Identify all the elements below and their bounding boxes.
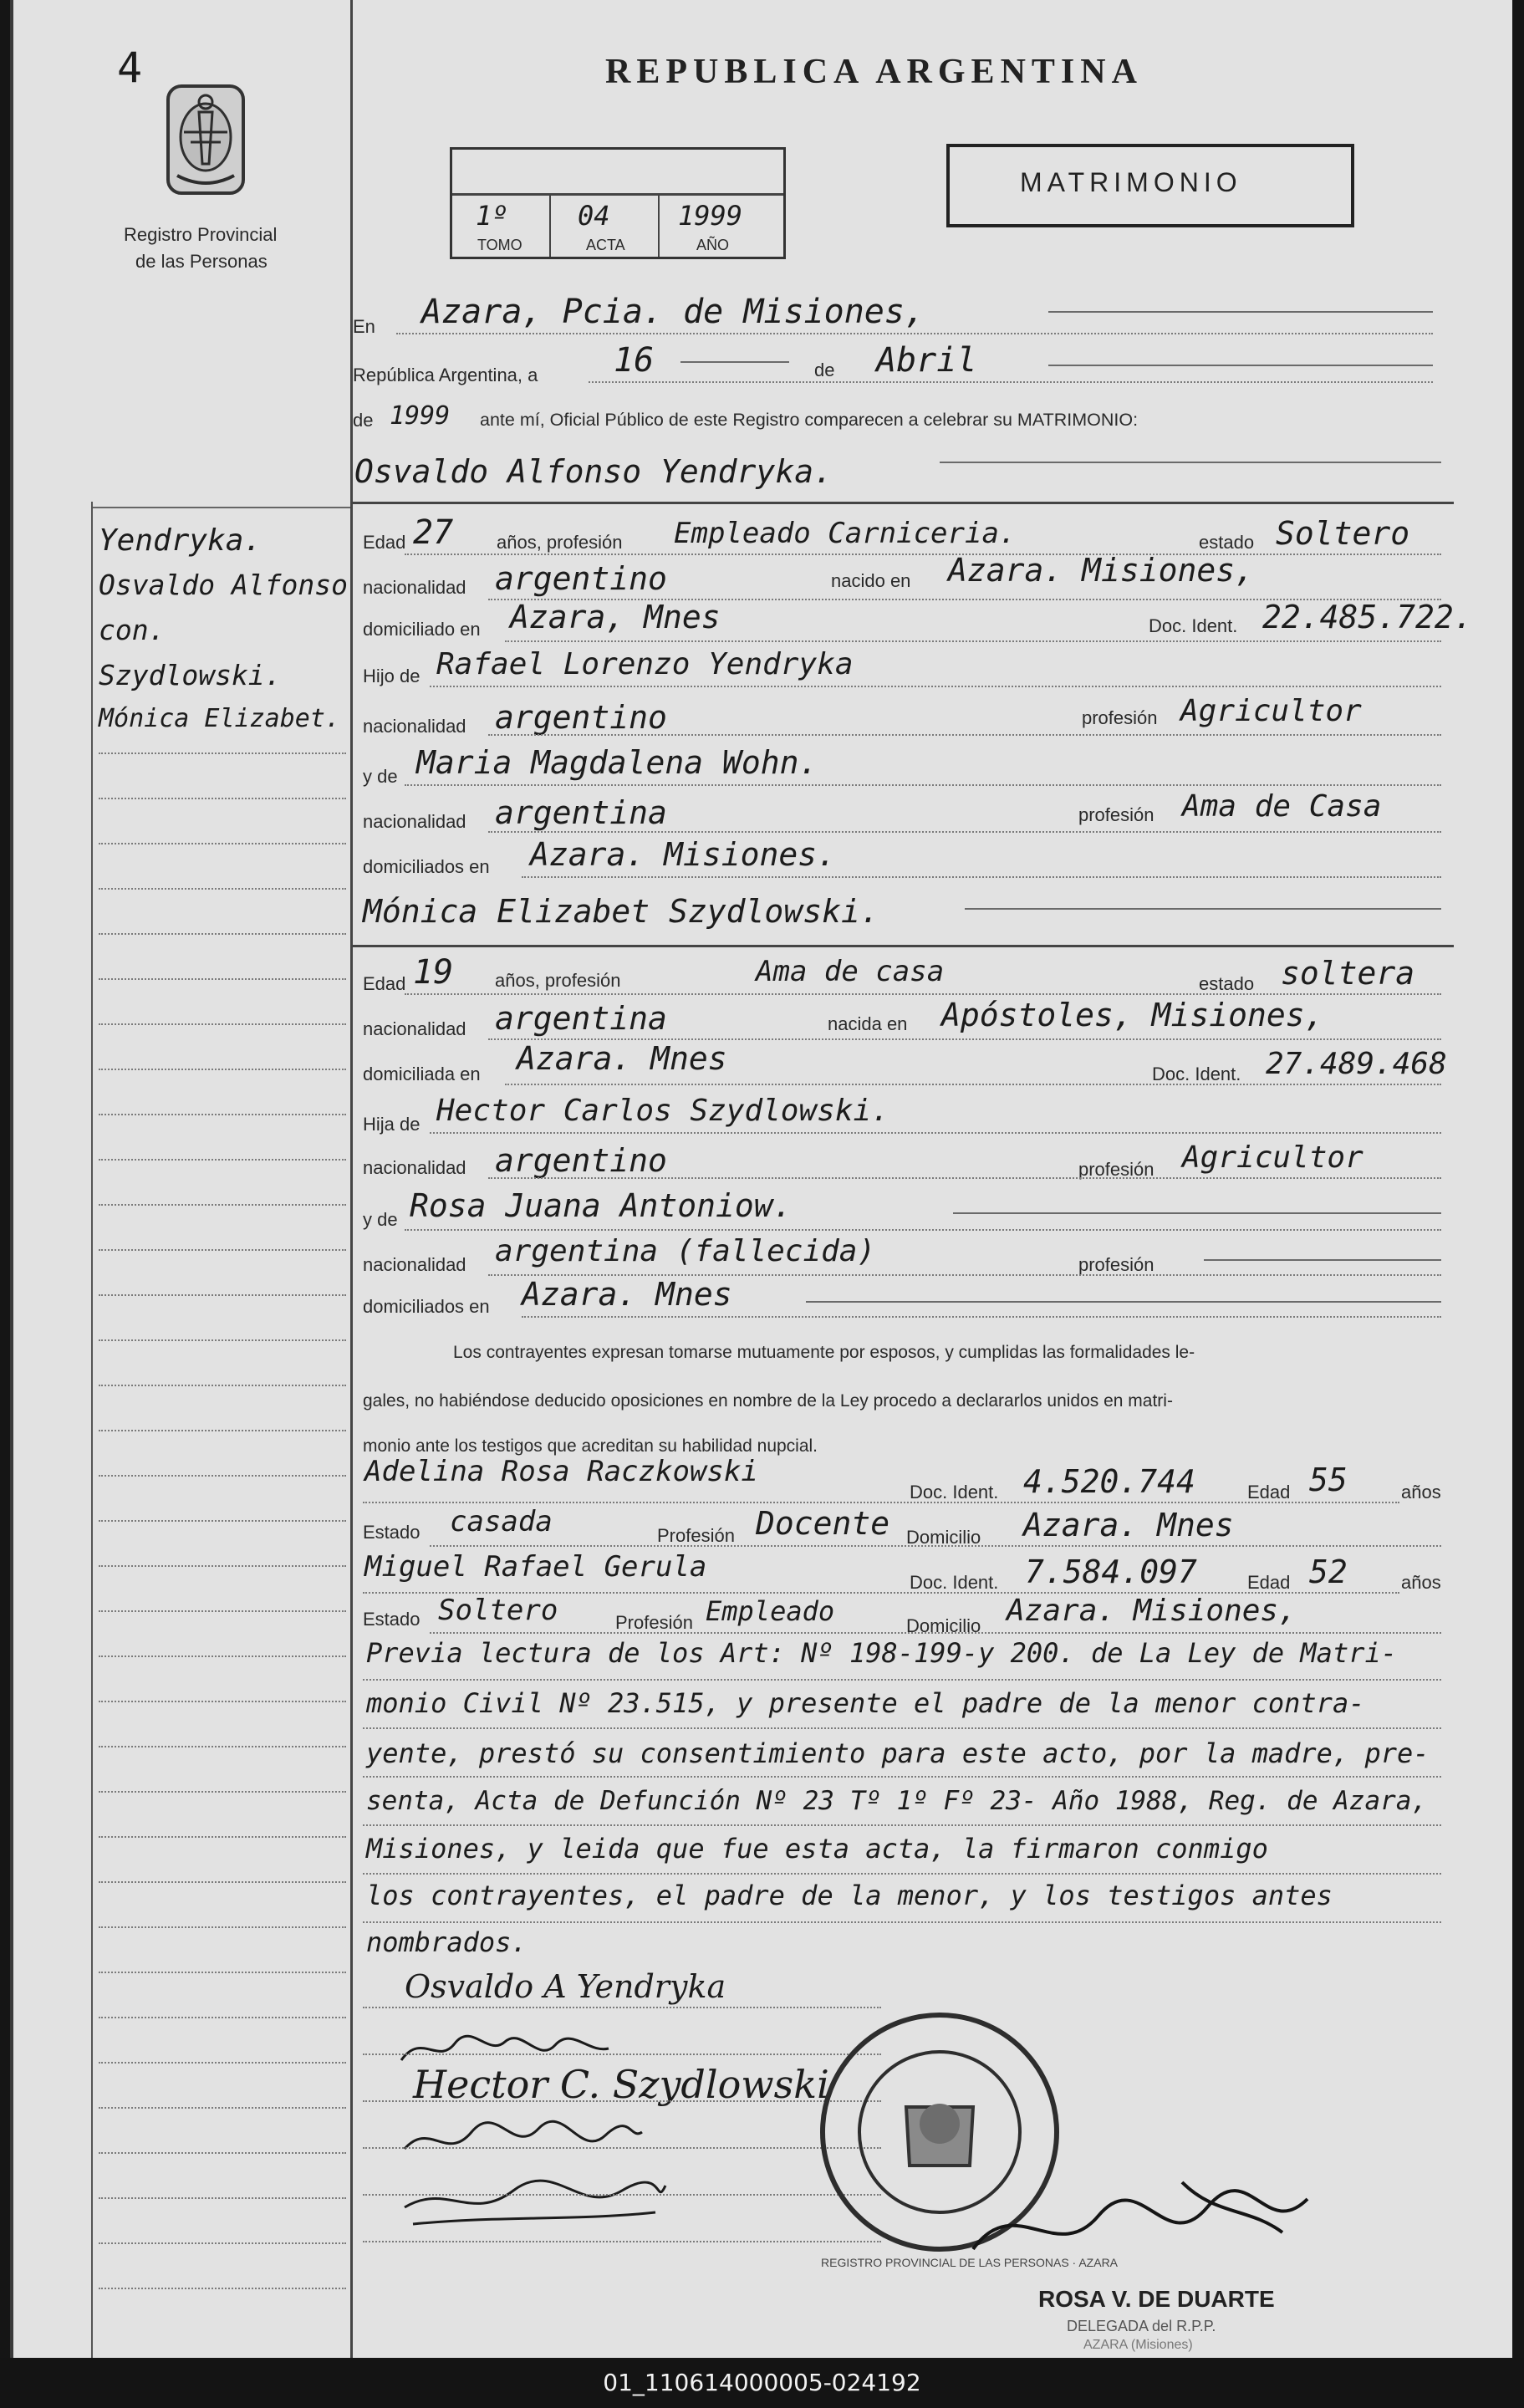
groom-birthplace: Azara. Misiones, (948, 552, 1255, 589)
ruled-line (363, 2100, 881, 2102)
label-doc: Doc. Ident. (910, 1572, 999, 1593)
declaration-line-1: Los contrayentes expresan tomarse mutuamente por esposos, y cumplidas las formalidades le- (453, 1343, 1195, 1362)
tomo-label: TOMO (477, 237, 522, 253)
note-line-7: nombrados. (366, 1926, 528, 1958)
label-profesion: profesión (1078, 1254, 1154, 1275)
bride-father: Hector Carlos Szydlowski. (436, 1094, 889, 1128)
label-nacionalidad: nacionalidad (363, 716, 466, 737)
section-rule (350, 945, 1454, 947)
label-doc: Doc. Ident. (1152, 1064, 1241, 1084)
label-de-year: de (353, 410, 374, 431)
label-republica: República Argentina, a (353, 365, 538, 385)
ruled-line (99, 1972, 346, 1973)
dotted-line (522, 1316, 1441, 1318)
official-title: DELEGADA del R.P.P. (1067, 2318, 1216, 2334)
ruled-line (99, 1475, 346, 1477)
groom-parents-domicile: Azara. Misiones. (530, 836, 837, 873)
bride-domicile: Azara. Mnes (517, 1040, 727, 1077)
label-estado: estado (1199, 532, 1255, 553)
record-number-box (450, 147, 786, 259)
bride-father-profession: Agricultor (1182, 1140, 1363, 1175)
label-hijo-de: Hijo de (363, 666, 421, 686)
groom-nationality: argentino (495, 560, 667, 597)
ruled-line (99, 1294, 346, 1296)
signature-father: Hector C. Szydlowski (413, 2062, 829, 2107)
witness1-age: 55 (1309, 1462, 1348, 1498)
acta-value: 04 (578, 200, 610, 232)
rule (1204, 1259, 1441, 1261)
bride-birthplace: Apóstoles, Misiones, (941, 997, 1324, 1033)
label-de-month: de (814, 360, 835, 380)
bride-mother: Rosa Juana Antoniow. (410, 1187, 793, 1224)
ruled-line (99, 2197, 346, 2199)
document-type: MATRIMONIO (1020, 167, 1242, 197)
rule (940, 462, 1441, 463)
rule (1048, 311, 1433, 313)
dotted-line (505, 1084, 1441, 1085)
ruled-line (99, 1204, 346, 1206)
ruled-line (99, 1791, 346, 1793)
ruled-line (363, 2007, 881, 2008)
witness2-name: Miguel Rafael Gerula (364, 1550, 707, 1584)
groom-mother-nationality: argentina (495, 794, 667, 831)
note-line-3: yente, prestó su consentimiento para este acto, por la madre, pre- (366, 1737, 1430, 1769)
groom-domicile: Azara, Mnes (510, 599, 721, 635)
groom-father: Rafael Lorenzo Yendryka (436, 647, 854, 681)
groom-doc: 22.485.722. (1262, 599, 1473, 635)
ruled-line (99, 1520, 346, 1522)
bride-profession: Ama de casa (756, 955, 945, 988)
dotted-line (430, 1545, 1441, 1547)
ruled-line (363, 2053, 881, 2055)
margin-note-3: con. (99, 614, 166, 646)
label-estado-cap: Estado (363, 1522, 421, 1543)
rule (953, 1212, 1441, 1214)
header-title: REPUBLICA ARGENTINA (605, 53, 1143, 91)
margin-note-5: Mónica Elizabet. (99, 704, 340, 733)
witness2-doc: 7.584.097 (1025, 1553, 1197, 1590)
ruled-line (99, 1610, 346, 1612)
bride-nationality: argentina (495, 1000, 667, 1037)
ruled-line (99, 1836, 346, 1838)
stamp-text: REGISTRO PROVINCIAL DE LAS PERSONAS · AZARA (821, 2256, 1119, 2269)
signature-groom: Osvaldo A Yendryka (405, 1968, 726, 2005)
label-nacido-en: nacido en (831, 570, 911, 591)
declaration-line-3: monio ante los testigos que acreditan su habilidad nupcial. (363, 1436, 818, 1456)
label-doc: Doc. Ident. (910, 1482, 999, 1502)
witness1-profession: Docente (756, 1505, 890, 1542)
ano-value: 1999 (678, 200, 743, 232)
registry-line-1: Registro Provincial (124, 224, 278, 245)
rule (680, 361, 789, 363)
note-line-4: senta, Acta de Defunción Nº 23 Tº 1º Fº 23- Año 1988, Reg. de Azara, (366, 1786, 1428, 1816)
ruled-line (99, 1926, 346, 1928)
left-border (10, 0, 13, 2358)
ruled-line (99, 1069, 346, 1070)
bride-father-nationality: argentino (495, 1142, 667, 1179)
ruled-line (99, 1430, 346, 1431)
note-line-2: monio Civil Nº 23.515, y presente el padre de la menor contra- (366, 1687, 1365, 1719)
ruled-line (363, 2241, 881, 2242)
rule (965, 908, 1441, 910)
dotted-line (405, 1229, 1441, 1231)
dotted-line (405, 784, 1441, 786)
label-profesion: profesión (1078, 1159, 1154, 1180)
ruled-line (99, 798, 346, 799)
label-domiciliados-en: domiciliados en (363, 856, 490, 877)
ruled-line (363, 1776, 1441, 1778)
dotted-line (589, 381, 1433, 383)
groom-status: Soltero (1276, 515, 1410, 552)
witness2-status: Soltero (438, 1594, 558, 1627)
dotted-line (430, 1632, 1441, 1634)
label-anos: años (1401, 1572, 1441, 1593)
bride-name: Mónica Elizabet Szydlowski. (363, 893, 879, 930)
label-anos-profesion: años, profesión (497, 532, 623, 553)
label-en: En (353, 316, 375, 337)
bride-parents-domicile: Azara. Mnes (522, 1276, 732, 1313)
bride-age: 19 (413, 953, 454, 992)
label-anos: años (1401, 1482, 1441, 1502)
label-edad: Edad (363, 973, 406, 994)
label-nacionalidad: nacionalidad (363, 1157, 466, 1178)
label-nacionalidad: nacionalidad (363, 1254, 466, 1275)
bride-doc: 27.489.468 (1266, 1047, 1447, 1081)
dotted-line (488, 734, 1441, 736)
groom-mother-profession: Ama de Casa (1182, 789, 1382, 824)
dotted-line (430, 1132, 1441, 1134)
dotted-line (363, 1502, 1399, 1503)
label-profesion-cap: Profesión (657, 1525, 735, 1546)
ruled-line (99, 2152, 346, 2154)
margin-note-1: Yendryka. (99, 523, 262, 558)
note-line-1: Previa lectura de los Art: Nº 198-199-y 200. de La Ley de Matri- (366, 1637, 1397, 1669)
groom-name: Osvaldo Alfonso Yendryka. (354, 453, 833, 490)
ruled-line (99, 2107, 346, 2109)
signature-official (965, 2174, 1316, 2274)
ruled-line (99, 1881, 346, 1883)
label-hija-de: Hija de (363, 1114, 421, 1135)
ruled-line (99, 1023, 346, 1025)
dotted-line (396, 333, 1433, 334)
ruled-line (99, 888, 346, 890)
label-y-de: y de (363, 766, 398, 787)
ruled-line (363, 1679, 1441, 1681)
label-edad: Edad (1247, 1572, 1291, 1593)
label-domiciliados-en: domiciliados en (363, 1296, 490, 1317)
margin-note-4: Szydlowski. (99, 659, 282, 691)
year-value: 1999 (390, 401, 451, 431)
register-sheet (12, 0, 1512, 2358)
appearance-text: ante mí, Oficial Público de este Registro comparecen a celebrar su MATRIMONIO: (480, 410, 1139, 430)
witness1-domicile: Azara. Mnes (1023, 1507, 1234, 1543)
ruled-line (99, 1249, 346, 1251)
label-domiciliada-en: domiciliada en (363, 1064, 481, 1084)
label-nacida-en: nacida en (828, 1013, 908, 1034)
ruled-line (99, 1565, 346, 1567)
ruled-line (99, 1656, 346, 1657)
label-estado-cap: Estado (363, 1609, 421, 1630)
ruled-line (99, 1339, 346, 1341)
label-edad: Edad (363, 532, 406, 553)
note-line-6: los contrayentes, el padre de la menor, y los testigos antes (366, 1880, 1333, 1911)
ruled-line (99, 933, 346, 935)
column-divider-main (350, 0, 353, 2358)
ruled-line (99, 1746, 346, 1747)
column-divider-margin (91, 502, 93, 2358)
witness1-name: Adelina Rosa Raczkowski (364, 1455, 758, 1488)
label-profesion: profesión (1082, 707, 1158, 728)
ruled-line (99, 978, 346, 980)
coat-of-arms-seal (166, 84, 246, 197)
ruled-line (99, 1114, 346, 1115)
label-edad: Edad (1247, 1482, 1291, 1502)
section-rule (350, 502, 1454, 504)
day-value: 16 (614, 341, 655, 380)
label-domicilio: Domicilio (906, 1615, 981, 1636)
official-name: ROSA V. DE DUARTE (1038, 2286, 1275, 2312)
dotted-line (405, 554, 1441, 555)
ruled-line (99, 752, 346, 754)
bride-status: soltera (1281, 955, 1415, 992)
rule (1048, 365, 1433, 366)
place-value: Azara, Pcia. de Misiones, (421, 293, 925, 331)
ruled-line (363, 1727, 1441, 1729)
witness1-status: casada (450, 1505, 553, 1538)
tomo-value: 1º (476, 200, 508, 232)
label-anos-profesion: años, profesión (495, 970, 621, 991)
bride-mother-nationality: argentina (fallecida) (495, 1234, 876, 1268)
ruled-line (99, 2017, 346, 2018)
groom-profession: Empleado Carniceria. (674, 517, 1017, 550)
ano-label: AÑO (696, 237, 730, 253)
margin-note-2: Osvaldo Alfonso (99, 569, 349, 601)
label-nacionalidad: nacionalidad (363, 811, 466, 832)
ruled-line (363, 1873, 1441, 1875)
dotted-line (505, 640, 1441, 642)
groom-age: 27 (413, 513, 454, 552)
margin-rule (93, 507, 350, 508)
ruled-line (363, 2147, 881, 2149)
dotted-line (405, 993, 1441, 995)
groom-father-profession: Agricultor (1180, 694, 1362, 728)
label-doc: Doc. Ident. (1149, 615, 1238, 636)
ruled-line (99, 2242, 346, 2244)
witness2-domicile: Azara. Misiones, (1007, 1594, 1297, 1628)
label-profesion-cap: Profesión (615, 1612, 693, 1633)
official-place: AZARA (Misiones) (1083, 2338, 1193, 2352)
ruled-line (363, 1921, 1441, 1923)
ruled-line (363, 2194, 881, 2196)
ruled-line (99, 1701, 346, 1702)
label-domicilio: Domicilio (906, 1527, 981, 1548)
groom-mother: Maria Magdalena Wohn. (416, 744, 818, 781)
label-nacionalidad: nacionalidad (363, 1018, 466, 1039)
label-estado: estado (1199, 973, 1255, 994)
dotted-line (522, 876, 1441, 878)
label-profesion: profesión (1078, 804, 1154, 825)
ruled-line (99, 1159, 346, 1161)
dotted-line (430, 686, 1441, 687)
ruled-line (99, 2062, 346, 2064)
rule (806, 1301, 1441, 1303)
groom-father-nationality: argentino (495, 699, 667, 736)
note-line-5: Misiones, y leida que fue esta acta, la firmaron conmigo (366, 1833, 1268, 1865)
ruled-line (99, 843, 346, 844)
file-identifier: 01_110614000005-024192 (0, 2358, 1524, 2408)
witness2-profession: Empleado (706, 1595, 835, 1627)
dotted-line (488, 1177, 1441, 1179)
dotted-line (488, 831, 1441, 833)
label-y-de: y de (363, 1209, 398, 1230)
ruled-line (99, 1385, 346, 1386)
witness1-doc: 4.520.744 (1023, 1463, 1195, 1500)
label-nacionalidad: nacionalidad (363, 577, 466, 598)
ruled-line (99, 2288, 346, 2289)
ruled-line (363, 1824, 1441, 1826)
registry-line-2: de las Personas (135, 251, 268, 272)
acta-label: ACTA (586, 237, 625, 253)
witness2-age: 52 (1309, 1553, 1348, 1590)
declaration-line-2: gales, no habiéndose deducido oposiciones en nombre de la Ley procedo a declararlos unidos en matri- (363, 1391, 1173, 1411)
label-domiciliado-en: domiciliado en (363, 619, 481, 640)
page-number: 4 (117, 43, 143, 92)
month-value: Abril (876, 341, 977, 380)
